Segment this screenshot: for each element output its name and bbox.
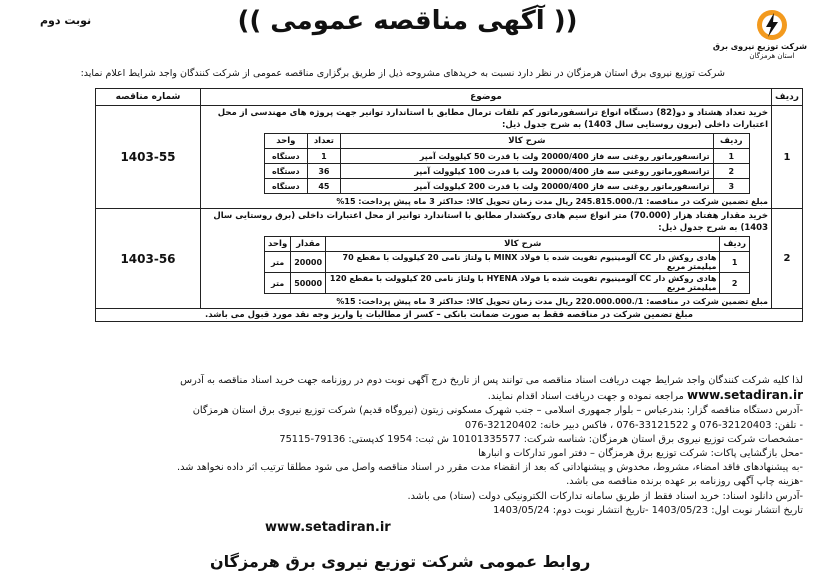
item-qty: 45 — [307, 179, 340, 194]
setad-link[interactable]: www.setadiran.ir — [686, 388, 803, 403]
item-desc: ترانسفورماتور روغنی سه فاز 20000/400 ولت با قدرت 200 کیلوولت آمپر — [341, 179, 713, 194]
item-qty: 1 — [307, 149, 340, 164]
items-table — [264, 236, 750, 294]
item-header-unit: واحد — [265, 237, 291, 252]
item-header-desc: شرح کالا — [326, 237, 720, 252]
body-paragraph — [10, 388, 803, 404]
header-subject: موضوع — [201, 89, 772, 106]
item-no: 1 — [713, 149, 749, 164]
item-row — [265, 252, 750, 273]
item-header-qty: تعداد — [307, 134, 340, 149]
table-header-row — [96, 89, 803, 106]
item-desc: ترانسفورماتور روغنی سه فاز 20000/400 ولت با قدرت 50 کیلوولت آمپر — [341, 149, 713, 164]
item-qty: 36 — [307, 164, 340, 179]
item-no: 1 — [720, 252, 750, 273]
header-row-no: ردیف — [772, 89, 803, 106]
notice-body — [10, 374, 803, 518]
items-table — [264, 133, 750, 194]
item-no: 2 — [713, 164, 749, 179]
setad-link-2[interactable]: www.setadiran.ir — [265, 520, 391, 535]
tender-number: 1403-55 — [96, 106, 201, 209]
deposit-row — [96, 309, 803, 322]
item-header-unit: واحد — [265, 134, 308, 149]
body-p7: -هزینه چاپ آگهی روزنامه بر عهده برنده مناقصه می باشد. — [566, 476, 803, 488]
body-p1: لذا کلیه شرکت کنندگان واجد شرایط جهت دریافت اسناد مناقصه می توانند پس از تاریخ درج آگهی نوبت دوم در روزنامه جهت خرید اسناد مناقصه به آدرس — [180, 375, 803, 386]
notice-title: (( آگهی مناقصه عمومی )) — [237, 6, 578, 36]
logo-line1: شرکت توزیع نیروی برق — [712, 42, 807, 51]
tender-row-no: 2 — [772, 209, 803, 309]
item-desc: هادی روکش دار CC آلومینیوم تقویت شده با فولاد HYENA با ولتاژ نامی 20 کیلوولت با مقطع 120 میلیمتر مربع — [326, 273, 720, 294]
item-header-row: ردیف — [720, 237, 750, 252]
item-unit: متر — [265, 252, 291, 273]
tender-footer: مبلغ تضمین شرکت در مناقصه: 1/.220.000.000 ریال مدت زمان تحویل کالا: حداکثر 3 ماه پیش پرداخت: 15% — [336, 297, 768, 306]
tender-description: خرید تعداد هشتاد و دو(82) دستگاه انواع ترانسفورماتور کم تلفات ترمال مطابق با استاندارد توانیر جهت پروژه های مهندسی از محل اعتبارات داخلی (برون روستایی سال 1403) به شرح جدول ذیل: — [217, 108, 768, 130]
item-row — [265, 164, 750, 179]
item-row — [265, 179, 750, 194]
item-unit: دستگاه — [265, 164, 308, 179]
item-unit: دستگاه — [265, 149, 308, 164]
tender-subject — [201, 209, 772, 309]
tender-table — [95, 88, 803, 322]
item-qty: 50000 — [291, 273, 326, 294]
item-header-desc: شرح کالا — [341, 134, 713, 149]
body-p9: تاریخ انتشار نوبت اول: 1403/05/23 -تاریخ انتشار نوبت دوم: 1403/05/24 — [493, 504, 803, 516]
item-qty: 20000 — [291, 252, 326, 273]
tender-footer: مبلغ تضمین شرکت در مناقصه: 1/.245.815.000 ریال مدت زمان تحویل کالا: حداکثر 3 ماه پیش پرداخت: 15% — [336, 197, 768, 206]
body-paragraph — [10, 374, 803, 388]
tender-row-no: 1 — [772, 106, 803, 209]
tender-description: خرید مقدار هفتاد هزار (70.000) متر انواع سیم هادی روکشدار مطابق با استاندارد توانیر از محل اعتبارات داخلی (برق روستایی سال 1403) به شرح جدول ذیل: — [213, 211, 768, 233]
body-p5: -محل بازگشایی پاکات: شرکت توزیع برق هرمزگان – دفتر امور تدارکات و انبارها — [478, 448, 803, 460]
item-unit: متر — [265, 273, 291, 294]
item-desc: هادی روکش دار CC آلومینیوم تقویت شده با فولاد MINX با ولتاژ نامی 20 کیلوولت با مقطع 70 میلیمتر مربع — [326, 252, 720, 273]
body-p2: -آدرس دستگاه مناقصه گزار: بندرعباس – بلوار جمهوری اسلامی – جنب شهرک مسکونی زیتون (نیروگاه قدیم) شرکت توزیع نیروی برق استان هرمزگان — [192, 405, 803, 417]
logo-line2: استان هرمزگان — [749, 52, 795, 60]
tender-subject — [201, 106, 772, 209]
items-header-row — [265, 237, 750, 252]
body-p1b: مراجعه نموده و جهت دریافت اسناد اقدام نمایند. — [487, 391, 684, 403]
item-row — [265, 149, 750, 164]
item-header-qty: مقدار — [291, 237, 326, 252]
tender-row — [96, 106, 803, 209]
item-no: 2 — [720, 273, 750, 294]
item-header-row: ردیف — [713, 134, 749, 149]
items-header-row — [265, 134, 750, 149]
header-tender-number: شماره مناقصه — [96, 89, 201, 106]
body-p4: -مشخصات شرکت توزیع نیروی برق استان هرمزگان: شناسه شرکت: 10101335577 ش ثبت: 1954 کدپستی: 79136-75115 — [279, 433, 803, 445]
body-p3: - تلفن: 32120403-076 و 33121522-076 ، فاکس دبیر خانه: 32120402-076 — [464, 419, 803, 431]
item-unit: دستگاه — [265, 179, 308, 194]
body-p8: -آدرس دانلود اسناد: خرید اسناد فقط از طریق سامانه تدارکات الکترونیکی دولت (ستاد) می باشد. — [407, 490, 803, 502]
tender-number: 1403-56 — [96, 209, 201, 309]
item-desc: ترانسفورماتور روغنی سه فاز 20000/400 ولت با قدرت 100 کیلوولت آمپر — [341, 164, 713, 179]
signature: روابط عمومی شرکت توزیع نیروی برق هرمزگان — [210, 552, 591, 571]
intro-text: شرکت توزیع نیروی برق استان هرمزگان در نظر دارد نسبت به خریدهای مشروحه ذیل از طریق برگزاری مناقصه عمومی از شرکت کنندگان واجد شرایط اعلام نماید: — [80, 68, 725, 79]
item-no: 3 — [713, 179, 749, 194]
round-label: نوبت دوم — [40, 14, 92, 27]
body-p6: -به پیشنهادهای فاقد امضاء، مشروط، مخدوش و پیشنهاداتی که بعد از انقضاء مدت مقرر در اسناد مناقصه واصل می شود مطلقا ترتیب اثر داده نخواهد شد. — [176, 462, 803, 474]
tender-row — [96, 209, 803, 309]
deposit-note: مبلغ تضمین شرکت در مناقصه فقط به صورت ضمانت بانکی – کسر از مطالبات یا واریز وجه نقد مورد قبول می باشد. — [96, 309, 803, 322]
item-row — [265, 273, 750, 294]
